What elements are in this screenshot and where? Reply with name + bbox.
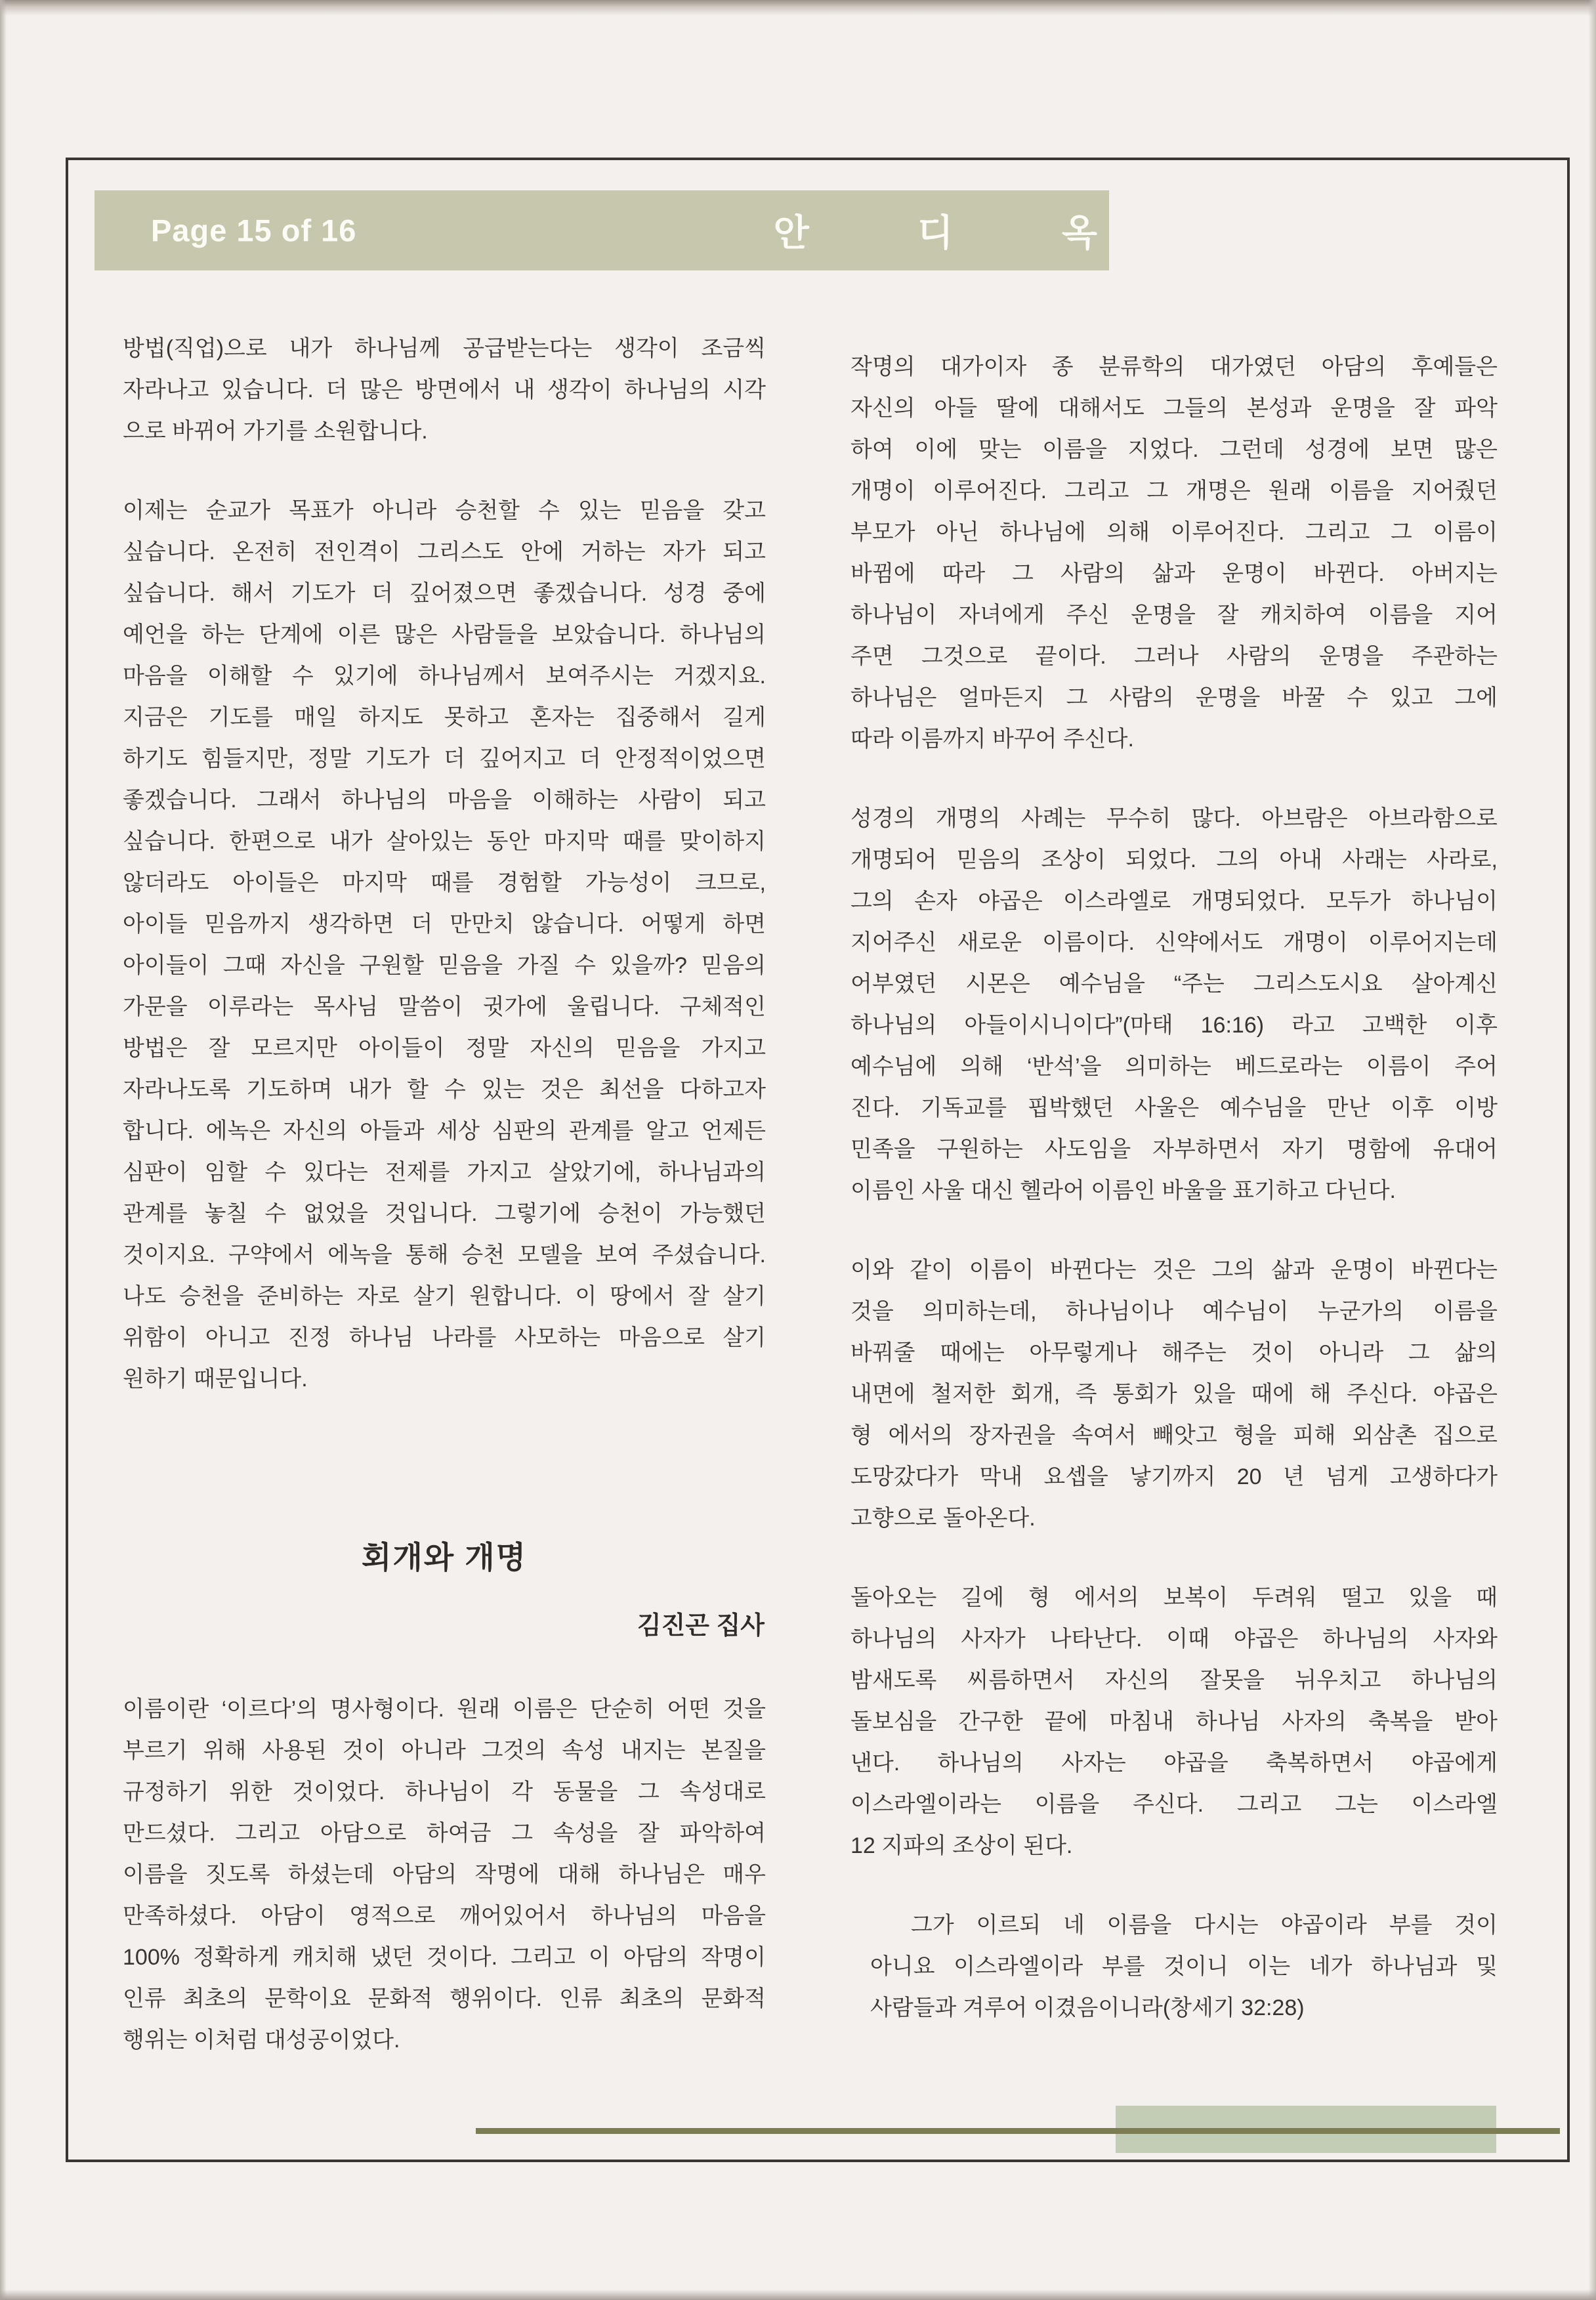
text-line: 예언을 하는 단계에 이른 많은 사람들을 보았습니다. 하나님의 — [123, 622, 766, 647]
text-line: 돌보심을 간구한 끝에 마침내 하나님 사자의 축복을 받아 — [850, 1709, 1498, 1734]
text-line: 으로 바뀌어 가기를 소원합니다. — [123, 419, 428, 444]
text-line: 자신의 아들 딸에 대해서도 그들의 본성과 운명을 잘 파악 — [850, 396, 1498, 421]
text-line: 아니요 이스라엘이라 부를 것이니 이는 네가 하나님과 및 — [870, 1954, 1498, 1979]
author-byline: 김진곤 집사 — [637, 1612, 765, 1640]
scripture-quote — [850, 1905, 1498, 2029]
text-line: 행위는 이처럼 대성공이었다. — [123, 2028, 400, 2053]
right-column — [850, 347, 1498, 2029]
text-line: 형 에서의 장자권을 속여서 빼앗고 형을 피해 외삼촌 집으로 — [850, 1423, 1498, 1448]
text-line: 하나님의 아들이시니이다”(마태 16:16) 라고 고백한 이후 — [850, 1013, 1498, 1038]
text-line: 싶습니다. 한편으로 내가 살아있는 동안 마지막 때를 맞이하지 — [123, 829, 766, 854]
text-line: 이와 같이 이름이 바뀐다는 것은 그의 삶과 운명이 바뀐다는 — [850, 1258, 1498, 1283]
text-line: 만드셨다. 그리고 아담으로 하여금 그 속성을 잘 파악하여 — [123, 1821, 766, 1846]
text-line: 낸다. 하나님의 사자는 야곱을 축복하면서 야곱에게 — [850, 1751, 1498, 1776]
text-line: 민족을 구원하는 사도임을 자부하면서 자기 명함에 유대어 — [850, 1137, 1498, 1162]
text-line: 작명의 대가이자 종 분류학의 대가였던 아담의 후예들은 — [850, 354, 1498, 379]
text-line: 것이지요. 구약에서 에녹을 통해 승천 모델을 보여 주셨습니다. — [123, 1243, 766, 1267]
text-line: 이제는 순교가 목표가 아니라 승천할 수 있는 믿음을 갖고 — [123, 498, 766, 523]
paragraph — [123, 490, 766, 1400]
text-line: 예수님에 의해 ‘반석’을 의미하는 베드로라는 이름이 주어 — [850, 1054, 1498, 1079]
text-line: 하나님의 사자가 나타난다. 이때 야곱은 하나님의 사자와 — [850, 1627, 1498, 1651]
text-line: 자라나도록 기도하며 내가 할 수 있는 것은 최선을 다하고자 — [123, 1077, 766, 1102]
newsletter-title: 안 디 옥 — [773, 212, 1097, 253]
text-line: 방법(직업)으로 내가 하나님께 공급받는다는 생각이 조금씩 — [123, 336, 766, 361]
text-line: 부르기 위해 사용된 것이 아니라 그것의 속성 내지는 본질을 — [123, 1738, 766, 1763]
left-column — [123, 328, 766, 2061]
text-line: 바뀜에 따라 그 사람의 삶과 운명이 바뀐다. 아버지는 — [850, 561, 1498, 586]
text-line: 않더라도 아이들은 마지막 때를 경험할 가능성이 크므로, — [123, 870, 766, 895]
text-line: 지어주신 새로운 이름이다. 신약에서도 개명이 이루어지는데 — [850, 930, 1498, 955]
text-line: 100% 정확하게 캐치해 냈던 것이다. 그리고 이 아담의 작명이 — [123, 1945, 766, 1970]
text-line: 위함이 아니고 진정 하나님 나라를 사모하는 마음으로 살기 — [123, 1325, 766, 1350]
text-line: 하기도 힘들지만, 정말 기도가 더 깊어지고 더 안정적이었으면 — [123, 746, 766, 771]
text-line: 아이들이 그때 자신을 구원할 믿음을 가질 수 있을까? 믿음의 — [123, 953, 766, 978]
text-line: 부모가 아닌 하나님에 의해 이루어진다. 그리고 그 이름이 — [850, 520, 1498, 545]
text-line: 이름을 짓도록 하셨는데 아담의 작명에 대해 하나님은 매우 — [123, 1862, 766, 1887]
text-line: 규정하기 위한 것이었다. 하나님이 각 동물을 그 속성대로 — [123, 1779, 766, 1804]
text-line: 하여 이에 맞는 이름을 지었다. 그런데 성경에 보면 많은 — [850, 437, 1498, 462]
footer-rule — [476, 2128, 1560, 2134]
text-line: 이스라엘이라는 이름을 주신다. 그리고 그는 이스라엘 — [850, 1792, 1498, 1817]
text-line: 어부였던 시몬은 예수님을 “주는 그리스도시요 살아계신 — [850, 971, 1498, 996]
text-line: 주면 그것으로 끝이다. 그러나 사람의 운명을 주관하는 — [850, 644, 1498, 669]
text-line: 내면에 철저한 회개, 즉 통회가 있을 때에 해 주신다. 야곱은 — [850, 1382, 1498, 1407]
text-line: 원하기 때문입니다. — [123, 1367, 308, 1392]
paragraph — [123, 1689, 766, 2061]
paragraph — [123, 328, 766, 452]
text-line: 바꿔줄 때에는 아무렇게나 해주는 것이 아니라 그 삶의 — [850, 1340, 1498, 1365]
text-line: 만족하셨다. 아담이 영적으로 깨어있어서 하나님의 마음을 — [123, 1904, 766, 1928]
text-line: 싶습니다. 해서 기도가 더 깊어졌으면 좋겠습니다. 성경 중에 — [123, 581, 766, 606]
paragraph — [850, 1250, 1498, 1539]
text-line: 그가 이르되 네 이름을 다시는 야곱이라 부를 것이 — [911, 1913, 1498, 1938]
scan-edge-bottom — [0, 2289, 1596, 2300]
text-line: 개명되어 믿음의 조상이 되었다. 그의 아내 사래는 사라로, — [850, 847, 1498, 872]
paragraph — [850, 1577, 1498, 1867]
text-line: 마음을 이해할 수 있기에 하나님께서 보여주시는 거겠지요. — [123, 664, 766, 689]
text-line: 관계를 놓칠 수 없었을 것입니다. 그렇기에 승천이 가능했던 — [123, 1201, 766, 1226]
text-line: 12 지파의 조상이 된다. — [850, 1833, 1073, 1858]
text-line: 이름인 사울 대신 헬라어 이름인 바울을 표기하고 다닌다. — [850, 1178, 1396, 1203]
text-line: 지금은 기도를 매일 하지도 못하고 혼자는 집중해서 길게 — [123, 705, 766, 730]
text-line: 하나님은 얼마든지 그 사람의 운명을 바꿀 수 있고 그에 — [850, 685, 1498, 710]
text-line: 따라 이름까지 바꾸어 주신다. — [850, 727, 1134, 752]
text-line: 이름이란 ‘이르다’의 명사형이다. 원래 이름은 단순히 어떤 것을 — [123, 1697, 766, 1722]
paragraph — [850, 798, 1498, 1212]
text-line: 방법은 잘 모르지만 아이들이 정말 자신의 믿음을 가지고 — [123, 1036, 766, 1061]
scan-edge-left — [0, 0, 7, 2300]
text-line: 나도 승천을 준비하는 자로 살기 원합니다. 이 땅에서 잘 살기 — [123, 1284, 766, 1309]
text-line: 아이들 믿음까지 생각하면 더 만만치 않습니다. 어떻게 하면 — [123, 912, 766, 937]
scan-edge-top — [0, 0, 1596, 16]
text-line: 자라나고 있습니다. 더 많은 방면에서 내 생각이 하나님의 시각 — [123, 377, 766, 402]
text-line: 인류 최초의 문학이요 문화적 행위이다. 인류 최초의 문화적 — [123, 1986, 766, 2011]
text-line: 진다. 기독교를 핍박했던 사울은 예수님을 만난 이후 이방 — [850, 1096, 1498, 1120]
text-line: 사람들과 겨루어 이겼음이니라(창세기 32:28) — [870, 1995, 1305, 2020]
text-line: 하나님이 자녀에게 주신 운명을 잘 캐치하여 이름을 지어 — [850, 603, 1498, 628]
text-line: 심판이 임할 수 있다는 전제를 가지고 살았기에, 하나님과의 — [123, 1160, 766, 1185]
paragraph — [850, 347, 1498, 760]
text-line: 싶습니다. 온전히 전인격이 그리스도 안에 거하는 자가 되고 — [123, 540, 766, 564]
header-band — [94, 190, 1109, 270]
text-line: 가문을 이루라는 목사님 말씀이 귓가에 울립니다. 구체적인 — [123, 994, 766, 1019]
text-line: 개명이 이루어진다. 그리고 그 개명은 원래 이름을 지어줬던 — [850, 479, 1498, 503]
text-line: 고향으로 돌아온다. — [850, 1506, 1036, 1531]
section-heading: 회개와 개명 — [361, 1540, 528, 1575]
text-line: 그의 손자 야곱은 이스라엘로 개명되었다. 모두가 하나님이 — [850, 889, 1498, 914]
text-line: 성경의 개명의 사례는 무수히 많다. 아브람은 아브라함으로 — [850, 806, 1498, 831]
text-line: 밤새도록 씨름하면서 자신의 잘못을 뉘우치고 하나님의 — [850, 1668, 1498, 1693]
text-line: 것을 의미하는데, 하나님이나 예수님이 누군가의 이름을 — [850, 1299, 1498, 1324]
text-line: 합니다. 에녹은 자신의 아들과 세상 심판의 관계를 알고 언제든 — [123, 1118, 766, 1143]
scan-edge-right — [1588, 0, 1596, 2300]
text-line: 좋겠습니다. 그래서 하나님의 마음을 이해하는 사람이 되고 — [123, 788, 766, 813]
page-number-label: Page 15 of 16 — [151, 213, 357, 248]
text-line: 도망갔다가 막내 요셉을 낳기까지 20 년 넘게 고생하다가 — [850, 1464, 1498, 1489]
text-line: 돌아오는 길에 형 에서의 보복이 두려워 떨고 있을 때 — [850, 1585, 1498, 1610]
